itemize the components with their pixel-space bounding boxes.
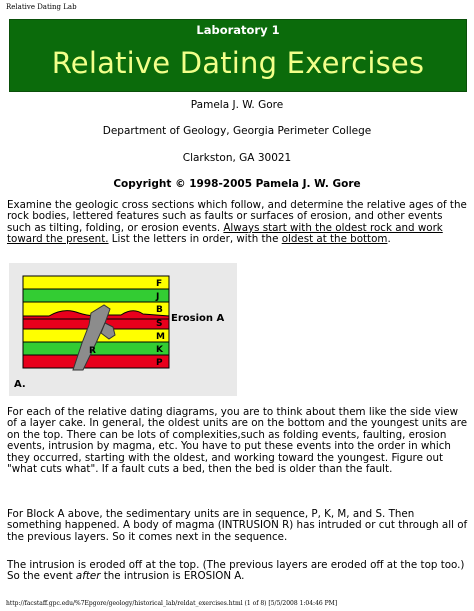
- label-j: J: [156, 292, 160, 302]
- page-title: Relative Dating Exercises: [51, 46, 425, 80]
- label-erosion-a: Erosion A: [171, 313, 225, 324]
- block-a-diagram: [9, 263, 237, 396]
- intro-text-3: .: [387, 233, 391, 246]
- label-k: K: [156, 345, 163, 355]
- label-r: R: [89, 346, 96, 356]
- cross-section-figure: [9, 263, 237, 396]
- intro-text-1: Examine the geologic cross sections which follow, and determine the relative ages of the rock bodies, lettered features such as faults or surfaces of erosion, and other events such as tilting, folding, or erosion events.: [7, 199, 467, 234]
- intro-underlined-1: Always start with the oldest rock and work toward the present.: [7, 221, 443, 246]
- layer-p: [23, 355, 169, 368]
- layer-cake-paragraph: For each of the relative dating diagrams, you are to think about them like the side view of a layer cake. In general, the oldest units are on the bottom and the youngest units are on the top. There can be lots of complexities,such as folding events, faulting, erosion events, intrusion by magma, etc. You have to put these events into the order in which they occurred, starting with the oldest, and working toward the youngest. Figure out "what cuts what". If a fault cuts a bed, then the bed is older than the fault.: [7, 406, 468, 476]
- lab-label: Laboratory 1: [196, 23, 280, 37]
- label-block-a: A.: [14, 379, 26, 390]
- intrusion-text-1: The intrusion is eroded off at the top. (The previous layers are eroded off at the top too.) So the event: [7, 559, 465, 583]
- label-f: F: [156, 279, 163, 289]
- block-a-paragraph: For Block A above, the sedimentary units are in sequence, P, K, M, and S. Then something happened. A body of magma (INTRUSION R) has intruded or cut through all of the previous layers. So it comes next in the sequence.: [7, 508, 468, 543]
- label-b: B: [156, 305, 163, 315]
- department: Department of Geology, Georgia Perimeter College: [102, 125, 372, 137]
- page-footer: http://facstaff.gpc.edu/%7Epgore/geology/historical_lab/reldat_exercises.html (1 of 8) [5/5/2008 1:04:46 PM]: [6, 600, 338, 607]
- label-s: S: [156, 319, 163, 329]
- page-header: Relative Dating Lab: [6, 3, 77, 11]
- author-name: Pamela J. W. Gore: [190, 99, 284, 111]
- intrusion-italic: after: [75, 570, 101, 583]
- label-m: M: [156, 332, 165, 342]
- label-p: P: [156, 358, 163, 368]
- title-banner: [9, 19, 467, 92]
- layer-j: [23, 289, 169, 302]
- copyright: Copyright © 1998-2005 Pamela J. W. Gore: [113, 178, 361, 190]
- intrusion-text-2: the intrusion is EROSION A.: [100, 570, 245, 583]
- intro-paragraph: [7, 200, 468, 246]
- intro-underlined-2: oldest at the bottom: [281, 233, 388, 246]
- location: Clarkston, GA 30021: [182, 152, 292, 164]
- intro-text-2: List the letters in order, with the: [108, 233, 282, 246]
- layer-f: [23, 276, 169, 289]
- intrusion-paragraph: [7, 560, 468, 583]
